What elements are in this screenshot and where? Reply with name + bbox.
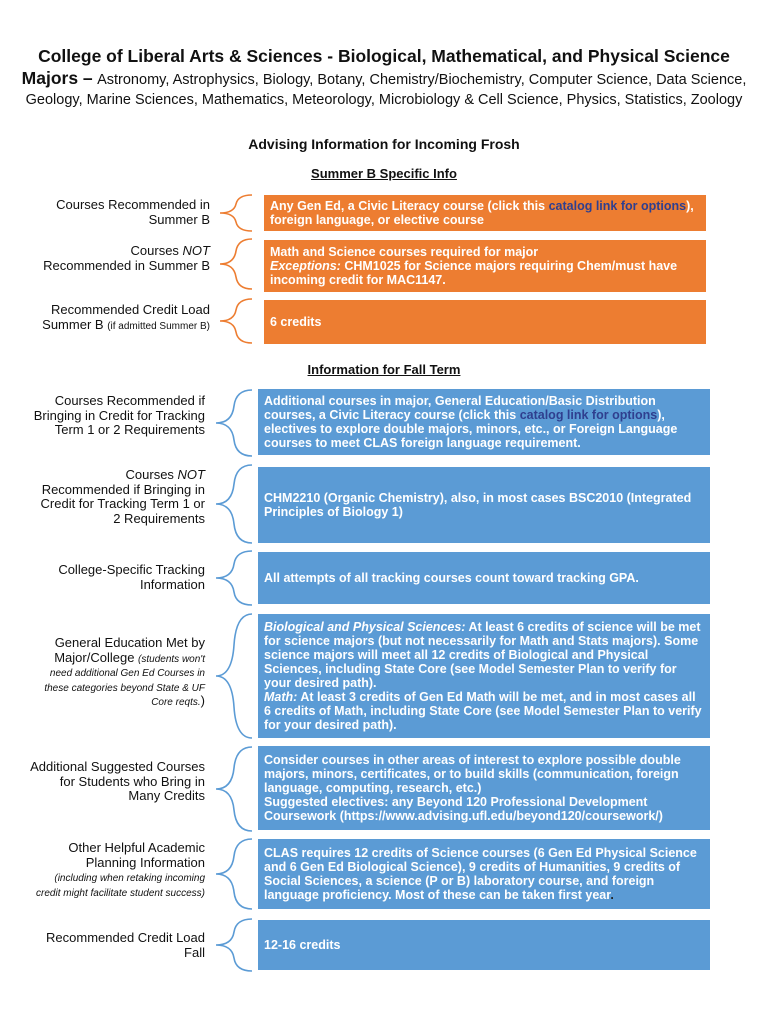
label-text: ) [200,693,205,708]
brace-icon [212,918,256,972]
summer-box-not-recommended [264,240,706,292]
fall-label-recommended: Courses Recommended if Bringing in Credit for Tracking Term 1 or 2 Requirements [33,393,205,437]
box-text: ), foreign language, or elective course [270,199,694,227]
brace-icon [212,746,256,832]
label-emphasis: NOT [177,467,205,482]
brace-icon [216,194,256,232]
majors-list: Astronomy, Astrophysics, Biology, Botany, Chemistry/Biochemistry, Computer Science, Data Science, Geology, Marine Sciences, Mathematics, Meteorology, Microbiology & Cell Science, Physics, Statistics, Zoology [25,72,747,108]
box-text: CHM1025 for Science majors requiring Chem/must have incoming credit for MAC1147. [270,259,678,287]
fall-label-not-recommended [30,468,205,526]
box-text: ), electives to explore double majors, minors, etc., or Foreign Language courses to meet CLAS foreign language requirement. [264,408,678,450]
fall-box-credit-load [258,920,710,970]
label-text: Other Helpful Academic Planning Information [68,840,205,870]
brace-icon [212,464,256,544]
brace-icon [216,298,256,344]
label-note: (if admitted Summer B) [107,320,210,332]
fall-box-planning [258,839,710,909]
summer-label-recommended: Courses Recommended in Summer B [56,197,210,227]
label-text: Recommended if Bringing in Credit for Tracking Term 1 or 2 Requirements [40,481,205,526]
fall-label-planning [30,841,205,899]
brace-icon [212,389,256,457]
fall-box-gen-ed [258,614,710,738]
page-title [20,46,748,110]
brace-icon [212,550,256,606]
fall-label-gen-ed [30,636,205,709]
box-text: . [610,888,614,902]
fall-label-tracking: College-Specific Tracking Information [58,562,205,592]
box-text: Any Gen Ed, a Civic Literacy course (click this [270,199,549,213]
label-note: (including when retaking incoming credit might facilitate student success) [36,873,205,899]
title-bold: College of Liberal Arts & Sciences - Biological, Mathematical, and Physical Science Majors – [21,46,730,88]
box-text: At least 6 credits of science will be met for science majors (but not necessarily for Math and Stats majors). Some science majors will meet all 12 credits of Biological and Physical Sciences, including State Core (see Model Semester Plan to verify for your desired path). [264,620,701,690]
box-text: 6 credits [270,315,322,329]
fall-label-credit-load: Recommended Credit Load Fall [46,930,205,960]
label-emphasis: NOT [182,243,210,258]
box-text: 12-16 credits [264,938,341,952]
box-line: Math and Science courses required for major [270,245,539,259]
box-text: At least 3 credits of Gen Ed Math will be met, and in most cases all 6 credits of Math, including State Core (see Model Semester Plan to verify for your desired path). [264,690,702,732]
summer-heading: Summer B Specific Info [311,166,457,181]
box-text: All attempts of all tracking courses count toward tracking GPA. [264,571,639,585]
fall-box-recommended [258,389,710,455]
label-text: Courses [130,243,183,258]
fall-heading: Information for Fall Term [307,362,461,377]
box-line: Suggested electives: any Beyond 120 Professional Development Coursework (https://www.advising.ufl.edu/beyond120/coursework/) [264,795,663,823]
brace-icon [212,838,256,910]
box-text: CLAS requires 12 credits of Science courses (6 Gen Ed Physical Science and 6 Gen Ed Biological Science), 9 credits of Humanities, 9 credits of Social Sciences, a science (P or B) laboratory course, and foreign language proficiency. Most of these can be taken first year [264,846,697,902]
fall-box-not-recommended [258,467,710,543]
box-emphasis: Biological and Physical Sciences: [264,620,466,634]
catalog-link[interactable]: catalog link for options [519,408,658,422]
box-emphasis: Math: [264,690,298,704]
summer-box-credit-load [264,300,706,344]
box-text: Additional courses in major, General Education/Basic Distribution courses, a Civic Literacy course (click this [264,394,656,422]
fall-box-tracking [258,552,710,604]
summer-box-recommended [264,195,706,231]
brace-icon [216,238,256,290]
label-text: Recommended in Summer B [43,257,210,273]
fall-label-additional: Additional Suggested Courses for Students who Bring in Many Credits [30,759,205,803]
box-emphasis: Exceptions: [270,259,341,273]
summer-label-not-recommended [40,244,210,273]
box-line: Consider courses in other areas of interest to explore possible double majors, minors, certificates, or to build skills (communication, foreign language, computing, research, etc.) [264,753,681,795]
brace-icon [212,613,256,739]
fall-box-additional [258,746,710,830]
catalog-link[interactable]: catalog link for options [548,199,687,213]
label-text: General Education Met by Major/College [54,635,205,665]
label-note: (students won't need additional Gen Ed Courses in these categories beyond State & UF Core reqts. [44,653,205,708]
label-text: Courses [125,467,178,482]
label-text: Recommended Credit Load Summer B [42,302,210,332]
box-text: CHM2210 (Organic Chemistry), also, in most cases BSC2010 (Integrated Principles of Biology 1) [264,491,692,519]
summer-label-credit-load [40,303,210,332]
subtitle: Advising Information for Incoming Frosh [248,136,520,152]
